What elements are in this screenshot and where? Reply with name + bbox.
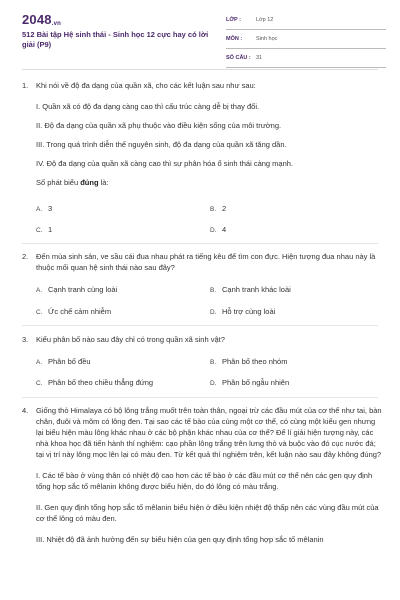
option-c[interactable]: C. Ức chế cảm nhiễm xyxy=(36,307,112,316)
question-text: Đến mùa sinh sản, ve sầu cái đua nhau phát ra tiếng kêu để tìm con đực. Hiện tượng đua nhau này là thuộc mối quan hệ sinh thái nào sau đây? xyxy=(36,252,376,272)
statement: III. Nhiệt độ đã ảnh hưởng đến sự biểu hiện của gen quy định tổng hợp sắc tố mêlanin xyxy=(36,535,324,544)
statement: I. Các tế bào ở vùng thân có nhiệt độ cao hơn các tế bào ở các đầu mút cơ thể nên các gen quy định tổng hợp sắc tố mêlanin không được biểu hiện, do đó lông có màu trắng. xyxy=(36,471,373,491)
meta-value: Lớp 12 xyxy=(256,17,274,23)
option-a[interactable]: A. Cạnh tranh cùng loài xyxy=(36,285,118,294)
question-separator xyxy=(22,325,378,326)
meta-row-class xyxy=(226,14,386,30)
option-a[interactable]: A. 3 xyxy=(36,204,53,213)
statement: II. Gen quy định tổng hợp sắc tố mêlanin biểu hiện ở điều kiện nhiệt độ thấp nên các vùng đầu mút của cơ thể lông có màu đen. xyxy=(36,503,379,523)
option-c[interactable]: C. Phân bố theo chiều thẳng đứng xyxy=(36,378,154,387)
option-c[interactable]: C. 1 xyxy=(36,225,53,234)
option-b[interactable]: B. 2 xyxy=(210,204,227,213)
document-header xyxy=(0,0,400,64)
meta-value: 31 xyxy=(256,55,263,61)
question-number: 4. xyxy=(22,406,29,415)
statement: IV. Độ đa dạng của quần xã càng cao thì sự phân hóa ổ sinh thái càng mạnh. xyxy=(36,159,294,168)
question-number: 1. xyxy=(22,81,29,90)
question-number: 2. xyxy=(22,252,29,261)
meta-value: Sinh học xyxy=(256,36,278,42)
site-logo[interactable]: 2048.vn xyxy=(22,12,62,27)
question-separator xyxy=(22,397,378,398)
meta-label: LỚP : xyxy=(226,17,241,23)
meta-table xyxy=(226,14,386,71)
option-d[interactable]: D. Hỗ trợ cùng loài xyxy=(210,307,276,316)
option-b[interactable]: B. Phân bố theo nhóm xyxy=(210,357,288,366)
option-a[interactable]: A. Phân bố đều xyxy=(36,357,91,366)
meta-row-count xyxy=(226,52,386,68)
question-separator xyxy=(22,243,378,244)
statement: III. Trong quá trình diễn thế nguyên sinh, độ đa dạng của quần xã tăng dần. xyxy=(36,140,287,149)
question-text: Kiểu phân bố nào sau đây chỉ có trong quần xã sinh vật? xyxy=(36,335,225,344)
question-text: Giống thỏ Himalaya có bộ lông trắng muốt trên toàn thân, ngoại trừ các đầu mút của cơ thể như tai, bàn chân, đuôi và mõm có lông đen. Tại sao các tế bào của cùng một cơ thể, có cùng một kiểu gen nhưng lại biểu hiện màu lông khác nhau ở các bộ phận khác nhau của cơ thể? Để lí giải hiện tượng này, các nhà khoa học đã tiến hành thí nghiệm: cạo phần lông trắng trên lưng thỏ và buộc vào đó cục nước đá; tại vị trí này lông mọc lên lại có màu đen. Từ kết quả thí nghiệm trên, kết luận nào sau đây không đúng? xyxy=(36,406,382,459)
meta-row-subject xyxy=(226,33,386,49)
document-title: 512 Bài tập Hệ sinh thái - Sinh học 12 cực hay có lời giải (P9) xyxy=(22,30,209,49)
option-d[interactable]: D. Phân bố ngẫu nhiên xyxy=(210,378,290,387)
question-prompt: Số phát biểu đúng là: xyxy=(36,178,109,187)
statement: II. Độ đa dạng của quần xã phụ thuộc vào điều kiện sống của môi trường. xyxy=(36,121,282,130)
question-text: Khi nói về độ đa dạng của quần xã, cho các kết luận sau như sau: xyxy=(36,81,256,90)
meta-label: MÔN : xyxy=(226,36,243,42)
question-number: 3. xyxy=(22,335,29,344)
option-d[interactable]: D. 4 xyxy=(210,225,227,234)
header-divider xyxy=(22,69,378,70)
option-b[interactable]: B. Cạnh tranh khác loài xyxy=(210,285,291,294)
meta-label: SỐ CÂU : xyxy=(226,55,251,61)
statement: I. Quần xã có độ đa dạng càng cao thì cấu trúc càng dễ bị thay đổi. xyxy=(36,102,260,111)
